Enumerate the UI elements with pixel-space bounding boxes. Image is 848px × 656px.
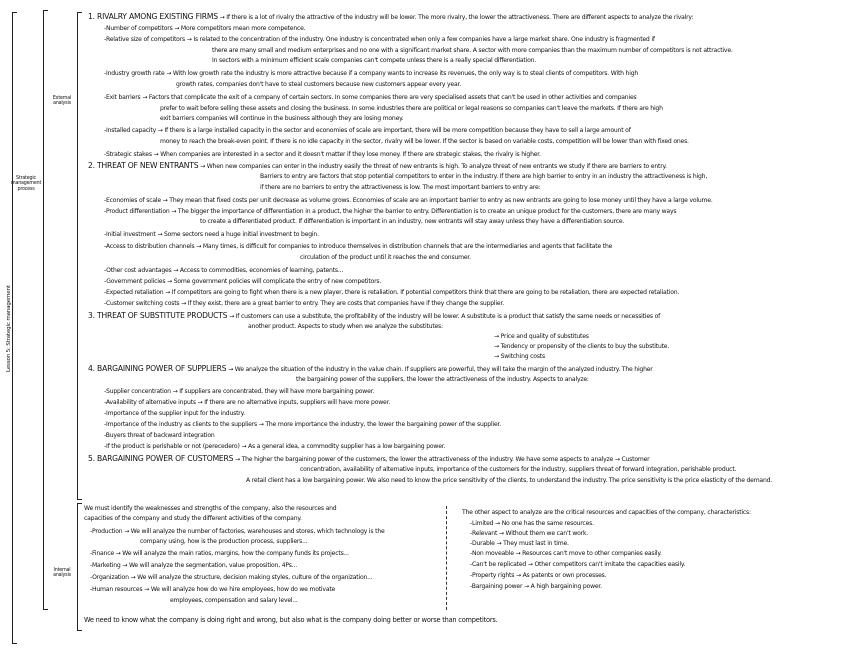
new-entrants-line: -Initial investment → Some sectors need a huge initial investment to begin. xyxy=(104,231,319,238)
new-entrants-line: -Other cost advantages → Access to commodities, economies of learning, patents... xyxy=(104,267,344,274)
new-entrants-title: 2. THREAT OF NEW ENTRANTS xyxy=(88,161,199,170)
suppliers-line: -Supplier concentration → If suppliers are concentrated, they will have more bargaining power. xyxy=(104,388,375,395)
suppliers-line: -If the product is perishable or not (perecedero) → As a general idea, a commodity supplier has a low bargaining power. xyxy=(104,443,446,450)
internal-intro: capacities of the company and study the different activities of the company. xyxy=(84,515,302,522)
resource-characteristic: -Limited → No one has the same resources. xyxy=(470,520,594,527)
internal-area-line: -Organization → We will analyze the structure, decision making styles, culture of the organization... xyxy=(90,574,373,581)
new-entrants-line: if there are no barriers to entry the attractiveness is low. The most important barriers to entry are: xyxy=(260,184,541,191)
suppliers-heading: 4. BARGAINING POWER OF SUPPLIERS → We analyze the situation of the industry in the value chain. If suppliers are powerful, they will take the margin of the analyzed industry. The higher xyxy=(88,364,653,373)
suppliers-line: -Importance of the industry as clients to the suppliers → The more importance the industry, the lower the bargaining power of the supplier. xyxy=(104,421,501,428)
outer-bracket-top xyxy=(12,12,17,13)
resource-characteristic: -Property rights → As patents or own processes. xyxy=(470,572,607,579)
suppliers-line: -Importance of the supplier input for the industry. xyxy=(104,410,245,417)
rivalry-line: -Number of competitors → More competitors mean more competence. xyxy=(104,25,306,32)
new-entrants-line: -Expected retaliation → If competitors are going to fight when there is a new player, there is retaliation. If potential competitors think that there are going to be retaliation, there are expected retaliation. xyxy=(104,289,680,296)
rivalry-line: -Relative size of competitors → Is related to the concentration of the industry. One industry is concentrated when only a few companies have a large market share. One industry is fragmented if xyxy=(104,36,655,43)
rivalry-heading: 1. RIVALRY AMONG EXISTING FIRMS → If there is a lot of rivalry the attractive of the industry will be lower. The more rivalry, the lower the attractiveness. There are different aspects to analyze the rivalry: xyxy=(88,12,694,21)
substitute-aspect: → Tendency or propensity of the clients to buy the substitute. xyxy=(494,343,670,350)
new-entrants-line: -Product differentiation → The bigger the importance of differentiation in a product, the higher the barrier to entry. Differentiation is to create an unique product for the customers, there are many ways xyxy=(104,208,677,215)
substitute-aspect: → Switching costs xyxy=(494,353,545,360)
resource-characteristic: -Relevant → Without them we can't work. xyxy=(470,530,589,537)
resource-characteristic: -Bargaining power → A high bargaining power. xyxy=(470,583,602,590)
customers-title: 5. BARGAINING POWER OF CUSTOMERS xyxy=(88,454,234,463)
column-divider xyxy=(446,506,447,610)
rivalry-line: prefer to wait before selling these assets and closing the business. In some industries there are political or legal reasons so companies can't leave the markets. If there are high xyxy=(160,105,663,112)
new-entrants-line: -Access to distribution channels → Many times, is difficult for companies to introduce themselves in distribution channels that are the intermediaries and agents that facilitate the xyxy=(104,243,613,250)
new-entrants-line: to create a differentiated product. If differentiation is important in an industry, new entrants will stay away unless they have a differentiation source. xyxy=(200,218,625,225)
internal-area-line: -Human resources → We will analyze how do we hire employees, how do we motivate xyxy=(90,586,336,593)
rivalry-line: -Industry growth rate → With low growth rate the industry is more attractive because if a company wants to increase its revenues, the only way is to steal clients of competitors. With high xyxy=(104,70,639,77)
strategic-process-label: Strategic management process xyxy=(11,176,42,192)
substitutes-heading: 3. THREAT OF SUBSTITUTE PRODUCTS → If customers can use a substitute, the profitability of the industry will be lower. A substitute is a product that satisfy the same needs or necessities of xyxy=(88,311,661,320)
new-entrants-line: -Economies of scale → They mean that fixed costs per unit decrease as volume grows. Economies of scale are an important barrier to entry as new entrants are going to lose money until they have a large volume. xyxy=(104,197,713,204)
customers-line: A retail client has a low bargaining power. We also need to know the price sensitivity of the clients, to understand the industry. The price sensitivity is the price elasticity of the demand. xyxy=(246,477,773,484)
rivalry-line: In sectors with a minimum efficient scale companies can't compete unless there is a really special differentiation. xyxy=(212,57,537,64)
internal-intro: We must identify the weaknesses and strengths of the company, also the resources and xyxy=(84,505,337,512)
internal-bracket xyxy=(77,503,78,631)
internal-area-line: -Marketing → We will analyze the segmentation, value proposition, 4Ps... xyxy=(90,562,297,569)
suppliers-line: -Availability of alternative inputs → If there are no alternative inputs, suppliers will have more power. xyxy=(104,399,391,406)
internal-area-line: employees, compensation and salary level... xyxy=(170,597,298,604)
rivalry-title: 1. RIVALRY AMONG EXISTING FIRMS xyxy=(88,12,218,21)
internal-conclusion: We need to know what the company is doing right and wrong, but also what is the company doing better or worse than competitors. xyxy=(84,616,498,624)
substitutes-title: 3. THREAT OF SUBSTITUTE PRODUCTS xyxy=(88,311,228,320)
new-entrants-line: circulation of the product until it reaches the end consumer. xyxy=(300,254,471,261)
new-entrants-line: Barriers to entry are factors that stop potential competitors to enter in the industry. If there are high barrier to entry in an industry the attractiveness is high, xyxy=(260,173,708,180)
process-bracket xyxy=(43,10,44,610)
resource-characteristic: -Non moveable → Resources can't move to other companies easily. xyxy=(470,550,662,557)
rivalry-line: -Installed capacity → If there is a large installed capacity in the sector and economies of scale are important, there will be more competition because they have to sell a large amount of xyxy=(104,127,631,134)
lesson-label: Lesson 5: Strategic management xyxy=(6,285,12,372)
customers-line: concentration, availability of alternative inputs, importance of the customers for the industry, suppliers threat of forward integration, perishable product. xyxy=(300,466,737,473)
substitute-aspect: → Price and quality of substitutes xyxy=(494,333,589,340)
rivalry-line: -Strategic stakes → When companies are interested in a sector and it doesn't matter if they lose money. If there are strategic stakes, the rivalry is higher. xyxy=(104,151,541,158)
resource-characteristic: -Can't be replicated → Other competitors can't imitate the capacities easily. xyxy=(470,561,686,568)
internal-area-line: company using, how is the production process, suppliers... xyxy=(140,538,308,545)
rivalry-line: growth rates, companies don't have to steal customers because new customers appear every year. xyxy=(176,81,461,88)
outer-bracket xyxy=(12,12,13,644)
resource-characteristic: -Durable → They must last in time. xyxy=(470,540,569,547)
suppliers-line: the bargaining power of the suppliers, the lower the attractiveness of the industry. Aspects to analyze: xyxy=(296,376,589,383)
resources-intro: The other aspect to analyze are the critical resources and capacities of the company, characteristics: xyxy=(462,509,751,516)
new-entrants-line: -Customer switching costs → If they exist, there are a great barrier to entry. They are costs that companies have if they change the supplier. xyxy=(104,300,504,307)
substitutes-line: another product. Aspects to study when we analyze the substitutes: xyxy=(248,323,443,330)
suppliers-line: -Buyers threat of backward integration xyxy=(104,432,215,439)
internal-area-line: -Production → We will analyze the number of factories, warehouses and stores, which technology is the xyxy=(90,528,385,535)
outer-bracket-bottom xyxy=(12,643,17,644)
external-analysis-label: External analysis xyxy=(52,96,72,107)
internal-area-line: -Finance → We will analyze the main ratios, margins, how the company funds its projects... xyxy=(90,550,349,557)
external-bracket xyxy=(77,12,78,500)
rivalry-line: exit barriers companies will continue in the business although they are losing money. xyxy=(160,115,404,122)
new-entrants-line: -Government policies → Some government policies will complicate the entry of new competitors. xyxy=(104,278,382,285)
internal-analysis-label: Internal analysis xyxy=(53,568,71,579)
suppliers-title: 4. BARGAINING POWER OF SUPPLIERS xyxy=(88,364,227,373)
rivalry-line: there are many small and medium enterprises and no one with a significant market share. A sector with more companies than the maximum number of competitors is not attractive. xyxy=(212,47,733,54)
rivalry-line: -Exit barriers → Factors that complicate the exit of a company of certain sectors. In some companies there are very specialised assets that can't be used in other activities and companies xyxy=(104,94,637,101)
new-entrants-heading: 2. THREAT OF NEW ENTRANTS → When new companies can enter in the industry easily the threat of new entrants is high. To analyze threat of new entrants we study if there are barriers to entry. xyxy=(88,161,667,170)
customers-heading: 5. BARGAINING POWER OF CUSTOMERS → The higher the bargaining power of the customers, the lower the attractiveness of the industry. We have some aspects to analyze → Customer xyxy=(88,454,650,463)
rivalry-line: money to reach the break-even point. If there is no idle capacity in the sector, rivalry will be lower. If the sector is based on variable costs, competition will be lower than with fixed ones. xyxy=(160,138,689,145)
